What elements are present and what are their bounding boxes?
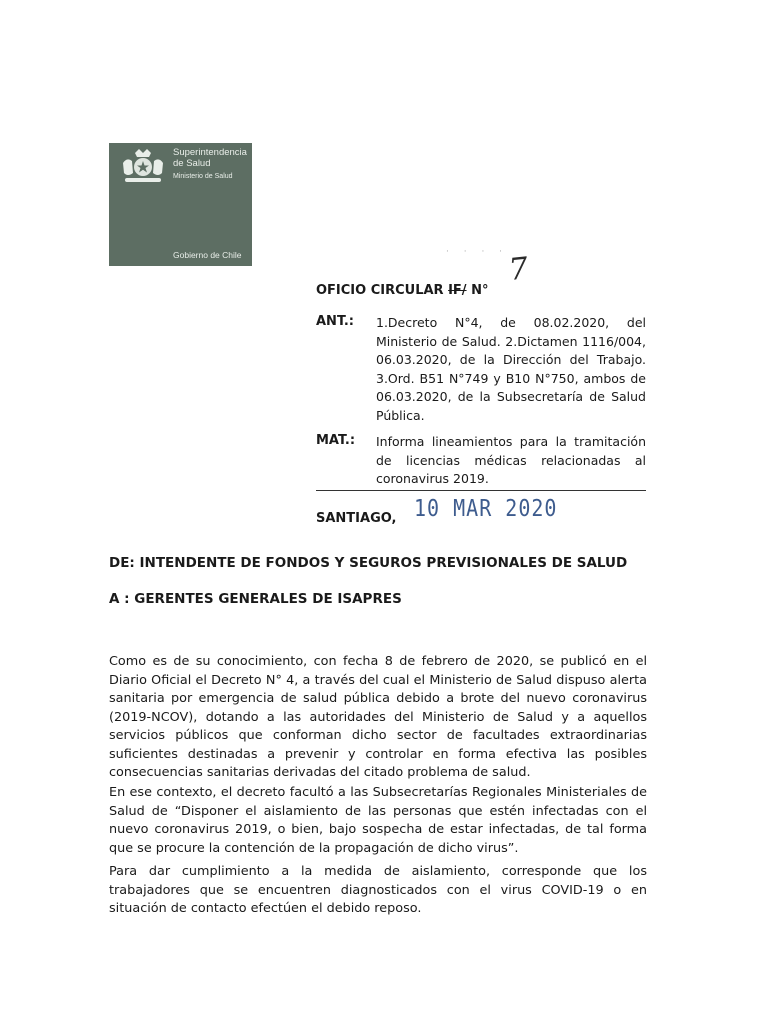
body-paragraph-2: En ese contexto, el decreto facultó a las Subsecretarías Regionales Ministeriales de Salud de “Disponer el aislamiento de las personas que estén infectadas con el nuevo coronavirus 2019, o bien, bajo sospecha de estar infectadas, de tal forma que se procure la contención de la propagación de dicho virus”. <box>109 785 647 856</box>
oficio-title <box>316 283 488 298</box>
date-stamp: 10 MAR 2020 <box>414 494 558 522</box>
logo-institution-name-2: de Salud <box>173 158 211 169</box>
body-paragraph-1: Como es de su conocimiento, con fecha 8 de febrero de 2020, se publicó en el Diario Oficial el Decreto N° 4, a través del cual el Ministerio de Salud dispuso alerta sanitaria por emergencia de salud pública debido a brote del nuevo coronavirus (2019-NCOV), dotando a las autoridades del Ministerio de Salud y a aquellos servicios públicos que conforman dicho sector de facultades extraordinarias suficientes destinadas a prevenir y controlar en forma efectiva las posibles consecuencias sanitarias derivadas del citado problema de salud. <box>109 654 647 780</box>
body-paragraph-3: Para dar cumplimiento a la medida de aislamiento, corresponde que los trabajadores que se encuentren diagnosticados con el virus COVID-19 o en situación de contacto efectúen el debido reposo. <box>109 864 647 916</box>
logo-government: Gobierno de Chile <box>173 250 242 260</box>
institution-logo <box>109 143 252 266</box>
santiago-label: SANTIAGO, <box>316 511 397 526</box>
oficio-title-struck: IF/ <box>448 283 467 298</box>
oficio-title-main: OFICIO CIRCULAR <box>316 283 449 298</box>
ant-text: 1.Decreto N°4, de 08.02.2020, del Ministerio de Salud. 2.Dictamen 1116/004, 06.03.2020, de la Dirección del Trabajo. 3.Ord. B51 N°749 y B10 N°750, ambos de 06.03.2020, de la Subsecretaría de Salud Pública. <box>376 315 646 423</box>
oficio-title-tail: N° <box>466 283 489 298</box>
handwritten-number: 7 <box>507 251 530 288</box>
separator-line <box>316 490 646 491</box>
to-line: A : GERENTES GENERALES DE ISAPRES <box>109 591 402 607</box>
logo-institution-name: Superintendencia <box>173 147 247 158</box>
logo-ministry: Ministerio de Salud <box>173 173 233 180</box>
ant-label: ANT.: <box>316 314 354 329</box>
scan-dots: · · · · <box>446 247 509 257</box>
mat-text: Informa lineamientos para la tramitación de licencias médicas relacionadas al coronavirus 2019. <box>376 434 646 486</box>
from-line: DE: INTENDENTE DE FONDOS Y SEGUROS PREVISIONALES DE SALUD <box>109 555 628 571</box>
coat-of-arms-icon <box>113 147 173 185</box>
mat-label: MAT.: <box>316 433 356 448</box>
